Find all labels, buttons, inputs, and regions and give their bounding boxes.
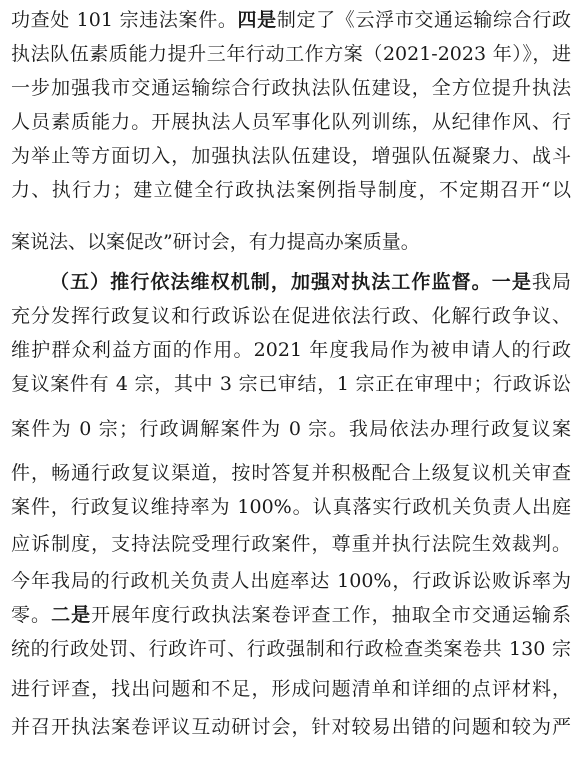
text-line: 人员素质能力。开展执法人员军事化队列训练，从纪律作风、行 [11, 111, 571, 133]
text-line: 今年我局的行政机关负责人出庭率达 100%，行政诉讼败诉率为 [11, 570, 571, 592]
text-line: 并召开执法案卷评议互动研讨会，针对较易出错的问题和较为严 [11, 716, 571, 738]
text-segment: 我局 [531, 271, 571, 293]
text-segment: 功查处 101 宗违法案件。 [11, 9, 238, 31]
bold-marker: 四是 [237, 9, 277, 31]
text-line [50, 265, 571, 299]
text-line: 充分发挥行政复议和行政诉讼在促进依法行政、化解行政争议、 [11, 305, 571, 327]
text-line: 进行评查，找出问题和不足，形成问题清单和详细的点评材料， [11, 678, 571, 700]
text-line: 案件为 0 宗；行政调解案件为 0 宗。我局依法办理行政复议案 [11, 418, 571, 440]
bold-marker: 二是 [51, 604, 92, 626]
text-line: 复议案件有 4 宗，其中 3 宗已审结，1 宗正在审理中；行政诉讼 [11, 373, 571, 395]
text-line: 案说法、以案促改”研讨会，有力提高办案质量。 [11, 231, 420, 253]
text-line: 为举止等方面切入，加强执法队伍建设，增强队伍凝聚力、战斗 [11, 145, 571, 167]
text-line: 一步加强我市交通运输综合行政执法队伍建设，全方位提升执法 [11, 77, 571, 99]
text-line: 应诉制度，支持法院受理行政案件，尊重并执行法院生效裁判。 [11, 533, 571, 555]
text-line: 案件，行政复议维持率为 100%。认真落实行政机关负责人出庭 [11, 496, 571, 518]
text-line: 件，畅通行政复议渠道，按时答复并积极配合上级复议机关审查 [11, 462, 571, 484]
text-line [11, 3, 571, 37]
bold-marker: 一是 [491, 271, 532, 293]
text-segment: 开展年度行政执法案卷评查工作，抽取全市交通运输系 [91, 604, 571, 626]
text-segment: 零。 [11, 604, 52, 626]
text-line: 统的行政处罚、行政许可、行政强制和行政检查类案卷共 130 宗 [11, 638, 571, 660]
text-line: 维护群众利益方面的作用。2021 年度我局作为被申请人的行政 [11, 339, 571, 361]
text-line: 力、执行力；建立健全行政执法案例指导制度，不定期召开“以 [11, 179, 571, 201]
section-heading: （五）推行依法维权机制，加强对执法工作监督。 [50, 271, 492, 293]
text-line: 执法队伍素质能力提升三年行动工作方案（2021-2023 年）》，进 [11, 43, 571, 65]
text-line [11, 598, 571, 632]
text-segment: 制定了《云浮市交通运输综合行政 [276, 9, 571, 31]
